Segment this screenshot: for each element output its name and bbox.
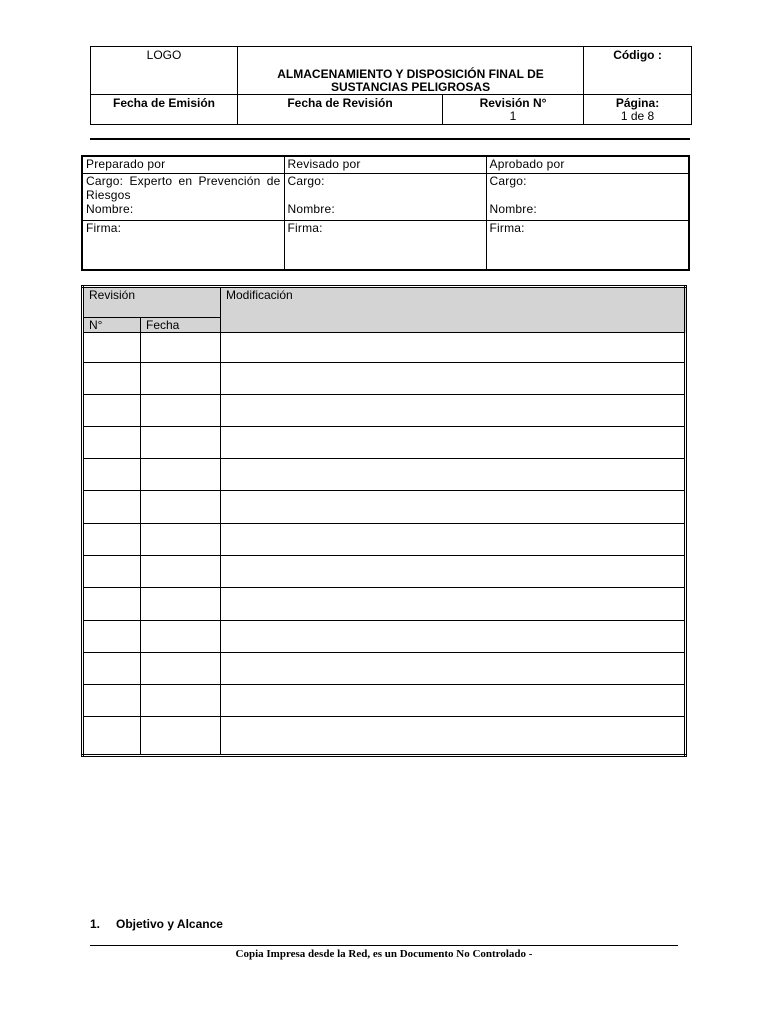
revision-number-value: 1 — [509, 109, 517, 123]
section-number: 1. — [90, 917, 101, 931]
fecha-header: Fecha — [141, 318, 221, 333]
revision-number-entry — [83, 556, 141, 588]
revision-number-entry — [83, 524, 141, 556]
table-row — [83, 363, 686, 395]
table-row — [83, 395, 686, 427]
codigo-label: Código : — [584, 47, 692, 95]
revision-number-entry — [83, 717, 141, 756]
title-line-1: ALMACENAMIENTO Y DISPOSICIÓN FINAL DE — [277, 67, 544, 81]
table-row — [83, 685, 686, 717]
revision-number-entry — [83, 395, 141, 427]
title-line-2: SUSTANCIAS PELIGROSAS — [330, 80, 491, 94]
revision-date-entry — [141, 621, 221, 653]
revision-date-entry — [141, 556, 221, 588]
revision-number-entry — [83, 459, 141, 491]
pagina-value: 1 de 8 — [620, 109, 655, 123]
revision-modification-entry — [221, 491, 686, 524]
revision-modification-entry — [221, 395, 686, 427]
aprobado-cargo-cell — [486, 173, 689, 220]
revision-date-entry — [141, 363, 221, 395]
revision-date-entry — [141, 588, 221, 621]
footer-notice: Copia Impresa desde la Red, es un Documento No Controlado - — [235, 948, 533, 960]
revisado-cargo: Cargo: — [287, 173, 325, 188]
revision-number-entry — [83, 685, 141, 717]
revision-number-entry — [83, 333, 141, 363]
table-row — [83, 588, 686, 621]
revisado-por-header: Revisado por — [284, 156, 486, 173]
revision-modification-entry — [221, 621, 686, 653]
revision-date-entry — [141, 524, 221, 556]
fecha-emision-label: Fecha de Emisión — [91, 95, 238, 125]
revision-date-entry — [141, 395, 221, 427]
pagina-label: Página: — [615, 96, 660, 110]
numero-header: N° — [83, 318, 141, 333]
table-row — [83, 333, 686, 363]
aprobado-cargo: Cargo: — [489, 173, 527, 188]
revision-modification-entry — [221, 363, 686, 395]
revision-modification-entry — [221, 588, 686, 621]
revision-number-entry — [83, 621, 141, 653]
table-row — [83, 717, 686, 756]
revision-number-label: Revisión N° — [479, 96, 547, 110]
preparado-por-header: Preparado por — [82, 156, 284, 173]
footer-divider — [90, 945, 678, 946]
table-row — [83, 427, 686, 459]
revision-modification-entry — [221, 333, 686, 363]
table-row — [83, 524, 686, 556]
preparado-cargo-cell — [82, 173, 284, 220]
revisado-cargo-cell — [284, 173, 486, 220]
revision-history-table — [81, 285, 687, 757]
preparado-cargo: Cargo: Experto en Prevención de Riesgos — [86, 173, 281, 202]
aprobado-por-header: Aprobado por — [486, 156, 689, 173]
revision-date-entry — [141, 491, 221, 524]
revision-number-entry — [83, 653, 141, 685]
aprobado-firma: Firma: — [486, 220, 689, 270]
revision-modification-entry — [221, 427, 686, 459]
revision-modification-entry — [221, 524, 686, 556]
document-header — [90, 46, 692, 125]
revision-modification-entry — [221, 556, 686, 588]
document-title — [238, 47, 584, 95]
modificacion-header: Modificación — [221, 287, 686, 333]
revision-header: Revisión — [83, 287, 221, 318]
revision-number-entry — [83, 491, 141, 524]
table-row — [83, 459, 686, 491]
revision-number-entry — [83, 363, 141, 395]
approval-table — [81, 155, 690, 271]
revision-date-entry — [141, 333, 221, 363]
pagina-cell — [584, 95, 692, 125]
revision-date-entry — [141, 717, 221, 756]
header-divider — [90, 138, 690, 140]
revision-date-entry — [141, 427, 221, 459]
table-row — [83, 491, 686, 524]
revision-date-entry — [141, 685, 221, 717]
table-row — [83, 621, 686, 653]
preparado-firma: Firma: — [82, 220, 284, 270]
aprobado-nombre: Nombre: — [489, 201, 537, 216]
table-row — [83, 653, 686, 685]
revision-number-entry — [83, 588, 141, 621]
fecha-revision-label: Fecha de Revisión — [238, 95, 443, 125]
revision-modification-entry — [221, 685, 686, 717]
revision-modification-entry — [221, 459, 686, 491]
revision-modification-entry — [221, 717, 686, 756]
revision-number-cell — [443, 95, 584, 125]
revision-number-entry — [83, 427, 141, 459]
table-row — [83, 556, 686, 588]
revisado-firma: Firma: — [284, 220, 486, 270]
section-heading — [90, 917, 223, 931]
section-title: Objetivo y Alcance — [116, 917, 223, 931]
revision-date-entry — [141, 459, 221, 491]
logo-placeholder: LOGO — [91, 47, 238, 95]
revision-modification-entry — [221, 653, 686, 685]
revision-date-entry — [141, 653, 221, 685]
preparado-nombre: Nombre: — [86, 201, 134, 216]
revisado-nombre: Nombre: — [287, 201, 335, 216]
